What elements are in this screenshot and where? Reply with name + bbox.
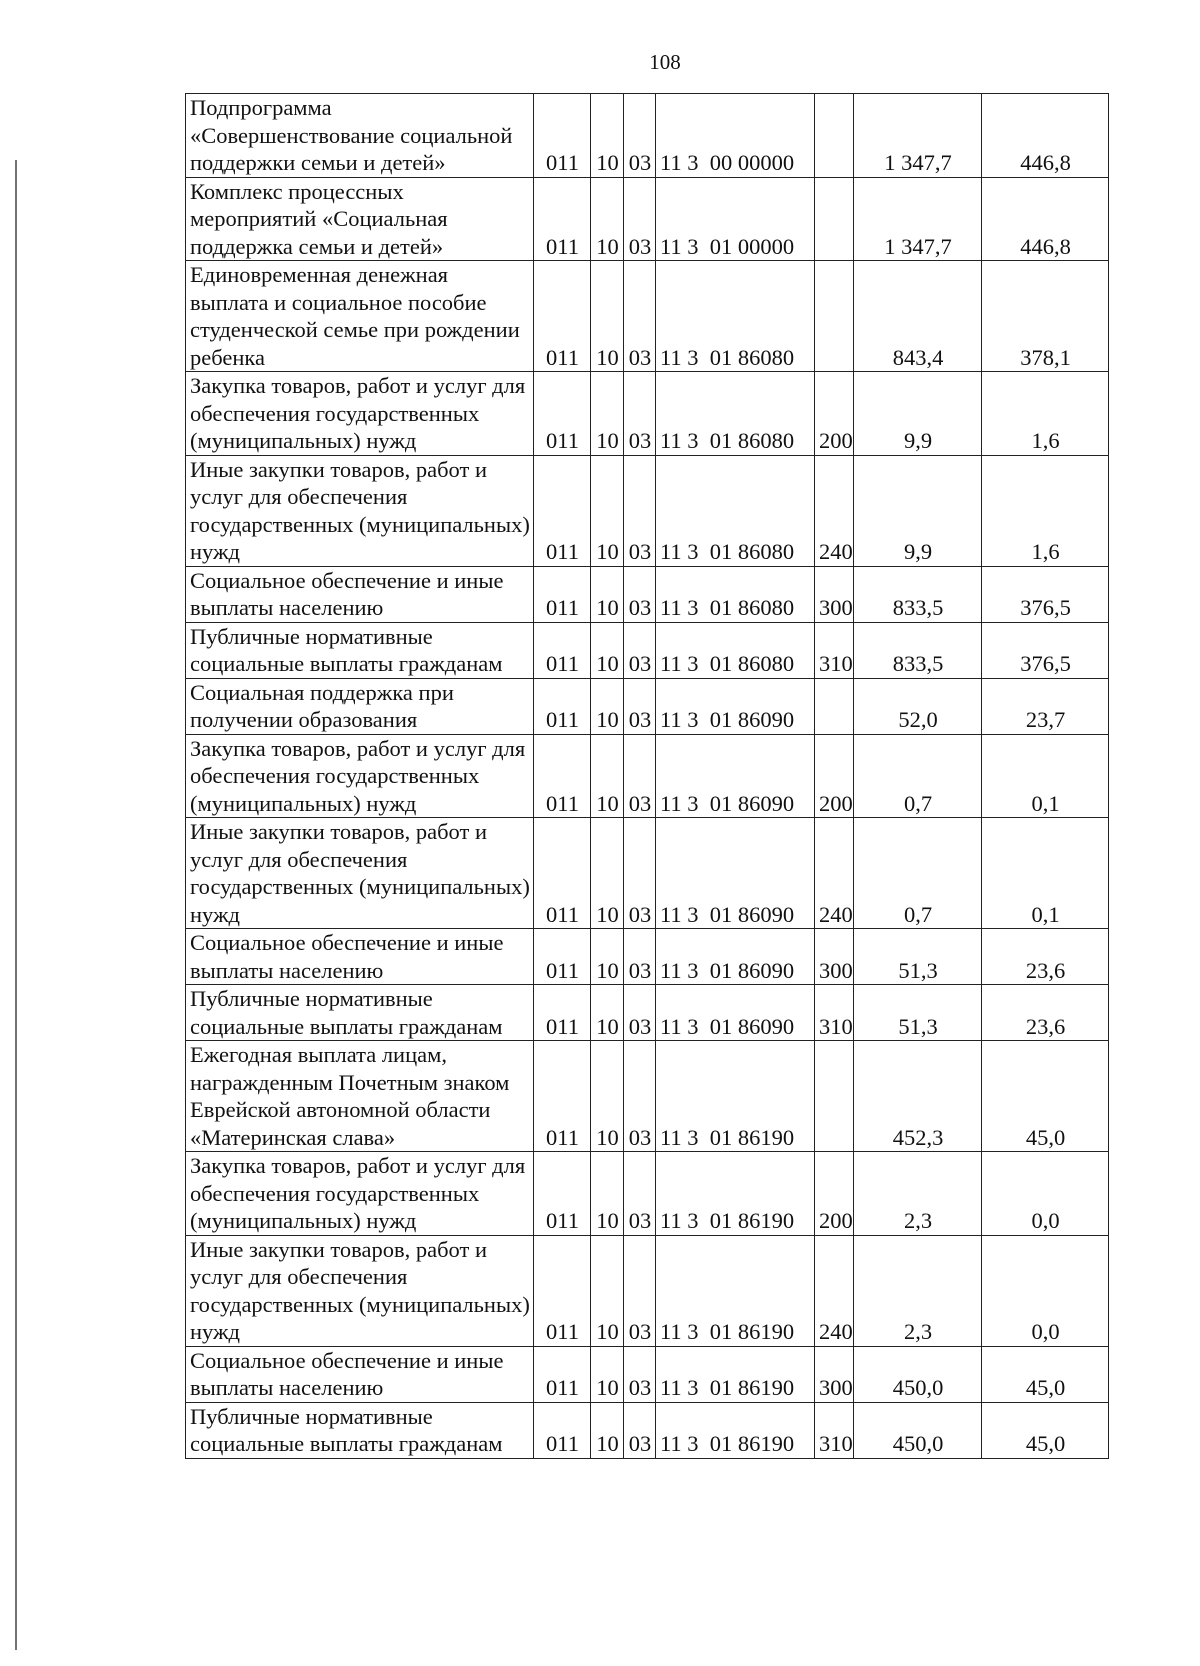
section-code-cell: 10 xyxy=(591,566,624,622)
row-name-cell: Социальное обеспечение и иные выплаты населению xyxy=(186,929,534,985)
table-row xyxy=(186,985,1109,1041)
amount-plan-cell: 9,9 xyxy=(854,455,982,566)
subsection-code-cell: 03 xyxy=(624,1402,656,1458)
row-name-cell: Публичные нормативные социальные выплаты гражданам xyxy=(186,985,534,1041)
target-article-cell: 11 3 01 86090 xyxy=(656,985,815,1041)
grbs-code-cell: 011 xyxy=(534,455,591,566)
grbs-code-cell: 011 xyxy=(534,929,591,985)
row-name-cell: Ежегодная выплата лицам, награжденным Почетным знаком Еврейской автономной области «Материнская слава» xyxy=(186,1041,534,1152)
subsection-code-cell: 03 xyxy=(624,1235,656,1346)
amount-plan-cell: 1 347,7 xyxy=(854,177,982,261)
subsection-code-cell: 03 xyxy=(624,818,656,929)
section-code-cell: 10 xyxy=(591,455,624,566)
target-article-cell: 11 3 01 00000 xyxy=(656,177,815,261)
amount-actual-cell: 45,0 xyxy=(982,1346,1109,1402)
expense-type-cell: 310 xyxy=(815,622,854,678)
amount-plan-cell: 9,9 xyxy=(854,372,982,456)
table-row xyxy=(186,94,1109,178)
expense-type-cell: 300 xyxy=(815,1346,854,1402)
target-article-cell: 11 3 01 86190 xyxy=(656,1402,815,1458)
row-name-cell: Закупка товаров, работ и услуг для обеспечения государственных (муниципальных) нужд xyxy=(186,734,534,818)
amount-actual-cell: 0,0 xyxy=(982,1235,1109,1346)
table-row xyxy=(186,1235,1109,1346)
target-article-cell: 11 3 01 86080 xyxy=(656,455,815,566)
expense-type-cell: 200 xyxy=(815,372,854,456)
amount-plan-cell: 843,4 xyxy=(854,261,982,372)
subsection-code-cell: 03 xyxy=(624,1041,656,1152)
table-row xyxy=(186,261,1109,372)
amount-plan-cell: 450,0 xyxy=(854,1402,982,1458)
target-article-cell: 11 3 01 86090 xyxy=(656,818,815,929)
amount-plan-cell: 2,3 xyxy=(854,1235,982,1346)
table-row xyxy=(186,372,1109,456)
grbs-code-cell: 011 xyxy=(534,818,591,929)
grbs-code-cell: 011 xyxy=(534,1152,591,1236)
grbs-code-cell: 011 xyxy=(534,985,591,1041)
amount-plan-cell: 51,3 xyxy=(854,985,982,1041)
amount-actual-cell: 0,0 xyxy=(982,1152,1109,1236)
grbs-code-cell: 011 xyxy=(534,1235,591,1346)
amount-plan-cell: 2,3 xyxy=(854,1152,982,1236)
target-article-cell: 11 3 01 86190 xyxy=(656,1346,815,1402)
grbs-code-cell: 011 xyxy=(534,1041,591,1152)
amount-plan-cell: 833,5 xyxy=(854,622,982,678)
amount-actual-cell: 45,0 xyxy=(982,1402,1109,1458)
subsection-code-cell: 03 xyxy=(624,929,656,985)
expense-type-cell: 310 xyxy=(815,985,854,1041)
amount-plan-cell: 833,5 xyxy=(854,566,982,622)
section-code-cell: 10 xyxy=(591,622,624,678)
section-code-cell: 10 xyxy=(591,372,624,456)
grbs-code-cell: 011 xyxy=(534,1402,591,1458)
table-row xyxy=(186,455,1109,566)
row-name-cell: Публичные нормативные социальные выплаты гражданам xyxy=(186,622,534,678)
amount-actual-cell: 378,1 xyxy=(982,261,1109,372)
expense-type-cell xyxy=(815,177,854,261)
amount-actual-cell: 0,1 xyxy=(982,818,1109,929)
section-code-cell: 10 xyxy=(591,678,624,734)
amount-plan-cell: 0,7 xyxy=(854,818,982,929)
subsection-code-cell: 03 xyxy=(624,372,656,456)
row-name-cell: Закупка товаров, работ и услуг для обеспечения государственных (муниципальных) нужд xyxy=(186,1152,534,1236)
table-row xyxy=(186,1346,1109,1402)
target-article-cell: 11 3 01 86080 xyxy=(656,622,815,678)
table-row xyxy=(186,734,1109,818)
amount-plan-cell: 452,3 xyxy=(854,1041,982,1152)
expense-type-cell xyxy=(815,1041,854,1152)
amount-actual-cell: 23,6 xyxy=(982,985,1109,1041)
amount-actual-cell: 446,8 xyxy=(982,177,1109,261)
grbs-code-cell: 011 xyxy=(534,94,591,178)
section-code-cell: 10 xyxy=(591,1152,624,1236)
table-row xyxy=(186,566,1109,622)
budget-table xyxy=(185,93,1109,1459)
section-code-cell: 10 xyxy=(591,1346,624,1402)
page-number: 108 xyxy=(649,50,681,74)
subsection-code-cell: 03 xyxy=(624,622,656,678)
row-name-cell: Закупка товаров, работ и услуг для обеспечения государственных (муниципальных) нужд xyxy=(186,372,534,456)
amount-plan-cell: 450,0 xyxy=(854,1346,982,1402)
subsection-code-cell: 03 xyxy=(624,734,656,818)
amount-plan-cell: 1 347,7 xyxy=(854,94,982,178)
section-code-cell: 10 xyxy=(591,734,624,818)
subsection-code-cell: 03 xyxy=(624,1346,656,1402)
amount-plan-cell: 51,3 xyxy=(854,929,982,985)
subsection-code-cell: 03 xyxy=(624,455,656,566)
expense-type-cell: 240 xyxy=(815,1235,854,1346)
section-code-cell: 10 xyxy=(591,1402,624,1458)
target-article-cell: 11 3 01 86090 xyxy=(656,734,815,818)
expense-type-cell: 300 xyxy=(815,929,854,985)
row-name-cell: Комплекс процессных мероприятий «Социальная поддержка семьи и детей» xyxy=(186,177,534,261)
expense-type-cell: 300 xyxy=(815,566,854,622)
table-row xyxy=(186,1152,1109,1236)
table-row xyxy=(186,678,1109,734)
amount-actual-cell: 446,8 xyxy=(982,94,1109,178)
amount-actual-cell: 23,6 xyxy=(982,929,1109,985)
subsection-code-cell: 03 xyxy=(624,566,656,622)
target-article-cell: 11 3 01 86080 xyxy=(656,372,815,456)
expense-type-cell: 240 xyxy=(815,455,854,566)
row-name-cell: Подпрограмма «Совершенствование социальной поддержки семьи и детей» xyxy=(186,94,534,178)
row-name-cell: Иные закупки товаров, работ и услуг для обеспечения государственных (муниципальных) нужд xyxy=(186,455,534,566)
grbs-code-cell: 011 xyxy=(534,734,591,818)
amount-actual-cell: 23,7 xyxy=(982,678,1109,734)
amount-actual-cell: 376,5 xyxy=(982,566,1109,622)
amount-plan-cell: 0,7 xyxy=(854,734,982,818)
grbs-code-cell: 011 xyxy=(534,372,591,456)
amount-actual-cell: 376,5 xyxy=(982,622,1109,678)
amount-plan-cell: 52,0 xyxy=(854,678,982,734)
section-code-cell: 10 xyxy=(591,94,624,178)
row-name-cell: Социальное обеспечение и иные выплаты населению xyxy=(186,1346,534,1402)
expense-type-cell: 310 xyxy=(815,1402,854,1458)
row-name-cell: Иные закупки товаров, работ и услуг для обеспечения государственных (муниципальных) нужд xyxy=(186,818,534,929)
amount-actual-cell: 0,1 xyxy=(982,734,1109,818)
section-code-cell: 10 xyxy=(591,177,624,261)
grbs-code-cell: 011 xyxy=(534,177,591,261)
target-article-cell: 11 3 01 86090 xyxy=(656,678,815,734)
section-code-cell: 10 xyxy=(591,261,624,372)
row-name-cell: Социальная поддержка при получении образования xyxy=(186,678,534,734)
grbs-code-cell: 011 xyxy=(534,678,591,734)
expense-type-cell xyxy=(815,678,854,734)
grbs-code-cell: 011 xyxy=(534,1346,591,1402)
row-name-cell: Социальное обеспечение и иные выплаты населению xyxy=(186,566,534,622)
grbs-code-cell: 011 xyxy=(534,261,591,372)
expense-type-cell: 240 xyxy=(815,818,854,929)
row-name-cell: Иные закупки товаров, работ и услуг для обеспечения государственных (муниципальных) нужд xyxy=(186,1235,534,1346)
budget-table-body xyxy=(186,94,1109,1459)
target-article-cell: 11 3 01 86190 xyxy=(656,1152,815,1236)
table-row xyxy=(186,818,1109,929)
section-code-cell: 10 xyxy=(591,929,624,985)
table-row xyxy=(186,1041,1109,1152)
table-row xyxy=(186,177,1109,261)
grbs-code-cell: 011 xyxy=(534,622,591,678)
subsection-code-cell: 03 xyxy=(624,261,656,372)
target-article-cell: 11 3 01 86190 xyxy=(656,1235,815,1346)
amount-actual-cell: 45,0 xyxy=(982,1041,1109,1152)
expense-type-cell: 200 xyxy=(815,734,854,818)
section-code-cell: 10 xyxy=(591,1235,624,1346)
amount-actual-cell: 1,6 xyxy=(982,372,1109,456)
row-name-cell: Публичные нормативные социальные выплаты гражданам xyxy=(186,1402,534,1458)
target-article-cell: 11 3 01 86090 xyxy=(656,929,815,985)
subsection-code-cell: 03 xyxy=(624,985,656,1041)
section-code-cell: 10 xyxy=(591,985,624,1041)
table-row xyxy=(186,1402,1109,1458)
table-row xyxy=(186,622,1109,678)
subsection-code-cell: 03 xyxy=(624,1152,656,1236)
section-code-cell: 10 xyxy=(591,818,624,929)
row-name-cell: Единовременная денежная выплата и социальное пособие студенческой семье при рождении ребенка xyxy=(186,261,534,372)
expense-type-cell xyxy=(815,94,854,178)
amount-actual-cell: 1,6 xyxy=(982,455,1109,566)
target-article-cell: 11 3 00 00000 xyxy=(656,94,815,178)
subsection-code-cell: 03 xyxy=(624,94,656,178)
grbs-code-cell: 011 xyxy=(534,566,591,622)
table-row xyxy=(186,929,1109,985)
target-article-cell: 11 3 01 86080 xyxy=(656,566,815,622)
expense-type-cell: 200 xyxy=(815,1152,854,1236)
subsection-code-cell: 03 xyxy=(624,177,656,261)
target-article-cell: 11 3 01 86080 xyxy=(656,261,815,372)
expense-type-cell xyxy=(815,261,854,372)
section-code-cell: 10 xyxy=(591,1041,624,1152)
subsection-code-cell: 03 xyxy=(624,678,656,734)
target-article-cell: 11 3 01 86190 xyxy=(656,1041,815,1152)
scan-edge-line xyxy=(15,160,17,1650)
